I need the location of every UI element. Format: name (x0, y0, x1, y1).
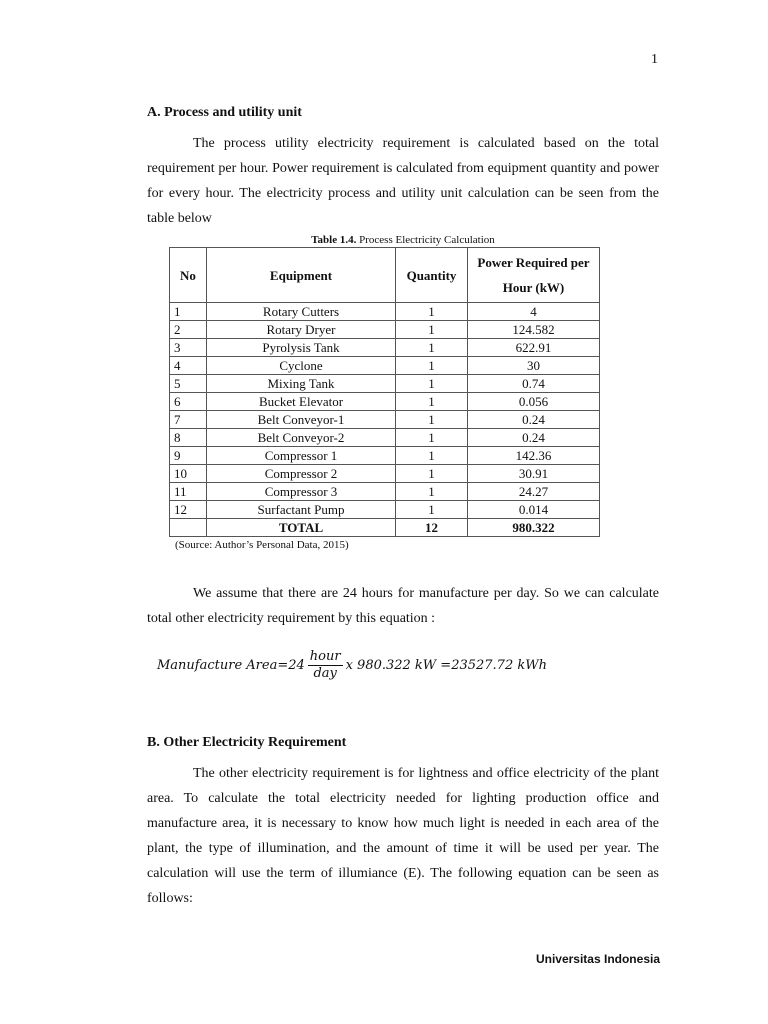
cell-equipment: Compressor 3 (207, 483, 396, 501)
table-caption-text: Process Electricity Calculation (356, 234, 495, 246)
cell-power: 30 (468, 357, 600, 375)
equation-fraction (308, 649, 343, 682)
cell-no: 5 (170, 375, 207, 393)
cell-no: 8 (170, 429, 207, 447)
cell-quantity: 1 (396, 447, 468, 465)
cell-no: 4 (170, 357, 207, 375)
cell-equipment: Compressor 2 (207, 465, 396, 483)
table-row (170, 357, 600, 375)
total-power: 980.322 (468, 519, 600, 537)
header-no: No (170, 248, 207, 303)
page-number: 1 (651, 52, 658, 67)
cell-no: 2 (170, 321, 207, 339)
equation-denominator: day (313, 665, 337, 681)
table-row (170, 393, 600, 411)
cell-power: 4 (468, 303, 600, 321)
manufacture-area-equation (157, 645, 659, 685)
table-row (170, 375, 600, 393)
table-row (170, 483, 600, 501)
table-row (170, 447, 600, 465)
cell-no: 9 (170, 447, 207, 465)
total-label: TOTAL (207, 519, 396, 537)
table-header-row (170, 248, 600, 303)
table-row (170, 465, 600, 483)
table-row (170, 339, 600, 357)
cell-quantity: 1 (396, 357, 468, 375)
table-caption (147, 233, 659, 247)
cell-power: 0.24 (468, 429, 600, 447)
header-power: Power Required per Hour (kW) (468, 248, 600, 303)
cell-no: 3 (170, 339, 207, 357)
table-row (170, 411, 600, 429)
cell-quantity: 1 (396, 393, 468, 411)
equation-lhs: Manufacture Area=24 (157, 657, 305, 673)
cell-equipment: Surfactant Pump (207, 501, 396, 519)
cell-power: 142.36 (468, 447, 600, 465)
cell-quantity: 1 (396, 375, 468, 393)
process-electricity-table (169, 247, 600, 537)
table-row (170, 321, 600, 339)
footer-university: Universitas Indonesia (535, 952, 660, 966)
total-empty-cell (170, 519, 207, 537)
total-quantity: 12 (396, 519, 468, 537)
cell-power: 0.014 (468, 501, 600, 519)
cell-quantity: 1 (396, 339, 468, 357)
cell-no: 7 (170, 411, 207, 429)
equation-numerator: hour (309, 648, 341, 664)
header-equipment: Equipment (207, 248, 396, 303)
table-body (170, 303, 600, 537)
cell-no: 6 (170, 393, 207, 411)
cell-equipment: Pyrolysis Tank (207, 339, 396, 357)
cell-equipment: Bucket Elevator (207, 393, 396, 411)
section-b-heading: B. Other Electricity Requirement (147, 735, 347, 750)
cell-equipment: Mixing Tank (207, 375, 396, 393)
table-total-row (170, 519, 600, 537)
cell-quantity: 1 (396, 465, 468, 483)
cell-no: 11 (170, 483, 207, 501)
table-row (170, 501, 600, 519)
table-row (170, 303, 600, 321)
document-body (147, 103, 659, 911)
cell-no: 1 (170, 303, 207, 321)
cell-equipment: Compressor 1 (207, 447, 396, 465)
equation-rhs: x 980.322 kW =23527.72 kWh (345, 657, 547, 673)
table-caption-label: Table 1.4. (311, 234, 357, 246)
cell-quantity: 1 (396, 501, 468, 519)
cell-equipment: Belt Conveyor-1 (207, 411, 396, 429)
cell-no: 12 (170, 501, 207, 519)
cell-power: 622.91 (468, 339, 600, 357)
assumption-paragraph: We assume that there are 24 hours for manufacture per day. So we can calculate total other electricity requirement by this equation : (147, 586, 659, 626)
cell-quantity: 1 (396, 429, 468, 447)
cell-quantity: 1 (396, 483, 468, 501)
header-quantity: Quantity (396, 248, 468, 303)
section-b-paragraph: The other electricity requirement is for lightness and office electricity of the plant area. To calculate the total electricity needed for lighting production office and manufacture area, it is necessary to know how much light is needed in each area of the plant, the type of illumination, and the amount of time it will be used per year. The calculation will use the term of illumiance (E). The following equation can be seen as follows: (147, 766, 659, 906)
cell-equipment: Rotary Dryer (207, 321, 396, 339)
cell-power: 0.74 (468, 375, 600, 393)
cell-power: 124.582 (468, 321, 600, 339)
cell-quantity: 1 (396, 321, 468, 339)
cell-power: 30.91 (468, 465, 600, 483)
cell-quantity: 1 (396, 411, 468, 429)
cell-power: 0.056 (468, 393, 600, 411)
table-row (170, 429, 600, 447)
section-a-paragraph: The process utility electricity requirement is calculated based on the total requirement per hour. Power requirement is calculated from equipment quantity and power for every hour. The electricity process and utility unit calculation can be seen from the table below (147, 136, 659, 226)
cell-equipment: Rotary Cutters (207, 303, 396, 321)
cell-equipment: Cyclone (207, 357, 396, 375)
cell-equipment: Belt Conveyor-2 (207, 429, 396, 447)
cell-no: 10 (170, 465, 207, 483)
cell-power: 24.27 (468, 483, 600, 501)
section-a-heading: A. Process and utility unit (147, 105, 302, 120)
cell-power: 0.24 (468, 411, 600, 429)
table-source: (Source: Author’s Personal Data, 2015) (175, 539, 349, 551)
cell-quantity: 1 (396, 303, 468, 321)
